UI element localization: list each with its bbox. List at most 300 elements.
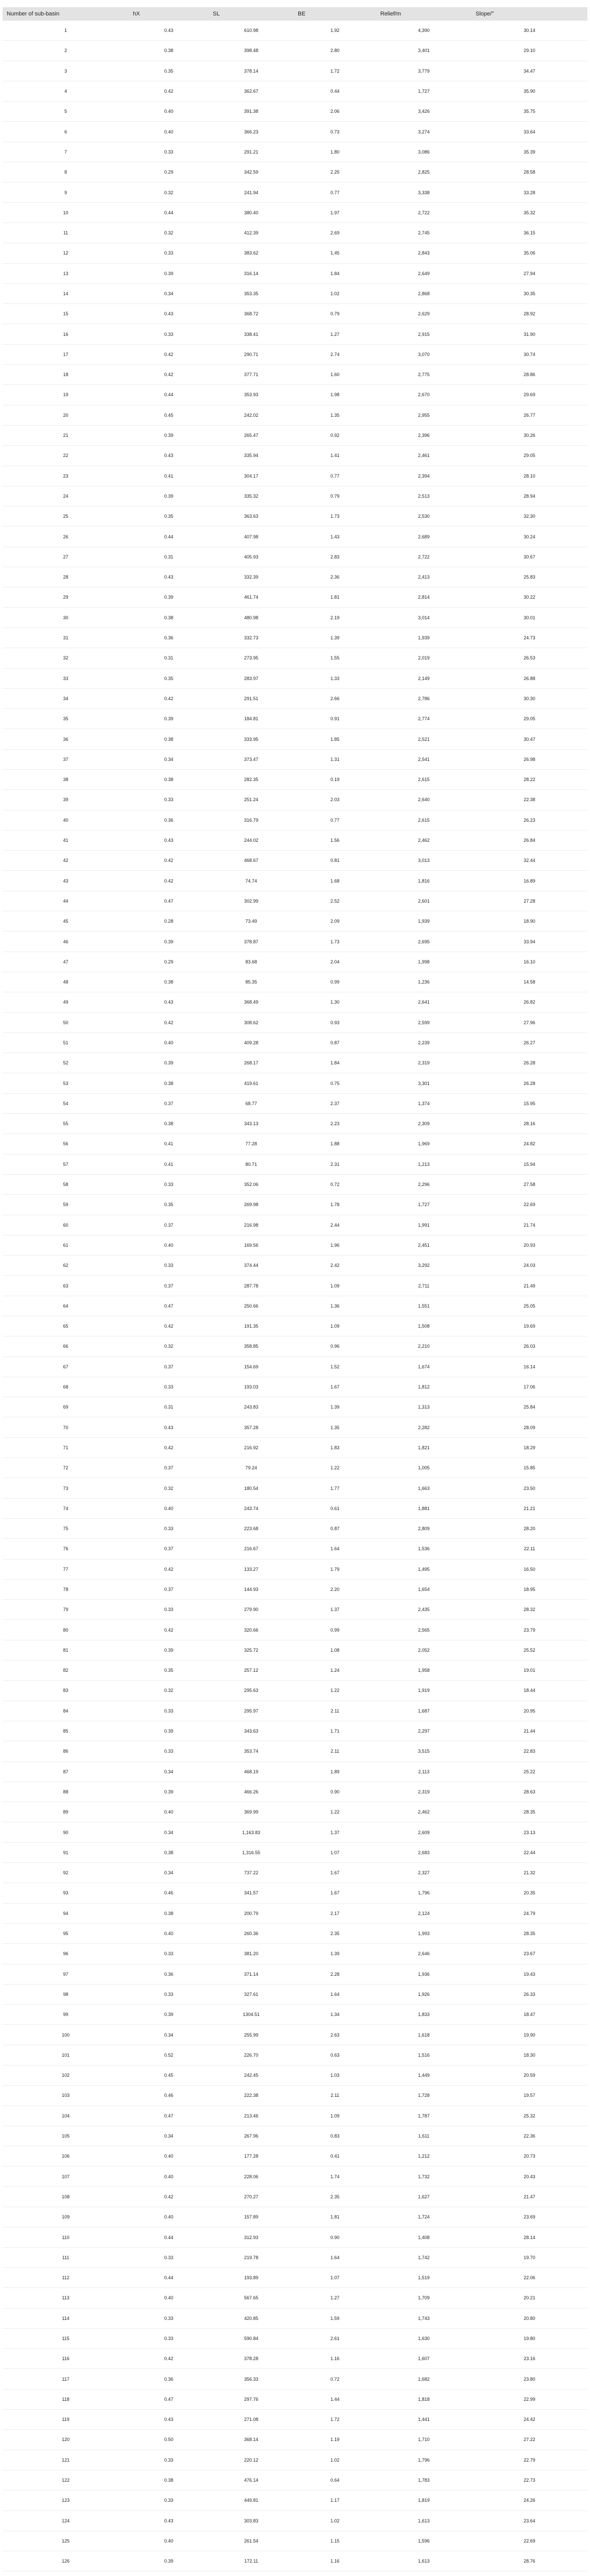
cell-relief: 2,609 xyxy=(376,1822,471,1842)
cell-relief: 1,654 xyxy=(376,1579,471,1599)
cell-slope: 30.67 xyxy=(471,547,587,567)
cell-slope: 18.30 xyxy=(471,2045,587,2065)
cell-sl xyxy=(209,2571,294,2576)
cell-sub-basin: 39 xyxy=(3,790,129,810)
cell-sl: 79.24 xyxy=(209,1458,294,1478)
cell-slope: 22.11 xyxy=(471,1539,587,1559)
cell-hx: 0.42 xyxy=(129,1012,209,1032)
cell-sub-basin: 100 xyxy=(3,2025,129,2045)
cell-sl: 74.74 xyxy=(209,871,294,891)
cell-hx: 0.40 xyxy=(129,1923,209,1943)
table-row xyxy=(3,830,587,850)
cell-hx: 0.38 xyxy=(129,1842,209,1862)
cell-sl: 449.81 xyxy=(209,2490,294,2511)
cell-hx: 0.33 xyxy=(129,1174,209,1194)
cell-relief: 1,508 xyxy=(376,1316,471,1336)
cell-sl: 251.24 xyxy=(209,790,294,810)
cell-sl: 343.63 xyxy=(209,1721,294,1741)
cell-relief: 2,695 xyxy=(376,931,471,952)
cell-sub-basin: 24 xyxy=(3,486,129,506)
cell-sub-basin: 23 xyxy=(3,466,129,486)
table-row xyxy=(3,2571,587,2576)
table-row xyxy=(3,1964,587,1984)
cell-sl: 332.73 xyxy=(209,628,294,648)
cell-sub-basin xyxy=(3,2571,129,2576)
cell-slope: 24.82 xyxy=(471,1134,587,1154)
cell-sl: 223.68 xyxy=(209,1518,294,1538)
cell-hx: 0.40 xyxy=(129,2288,209,2308)
cell-sub-basin: 48 xyxy=(3,972,129,992)
cell-slope: 36.15 xyxy=(471,223,587,243)
cell-hx: 0.42 xyxy=(129,365,209,385)
cell-be: 1.60 xyxy=(294,365,376,385)
cell-sub-basin: 34 xyxy=(3,688,129,708)
cell-sl: 273.95 xyxy=(209,648,294,668)
table-row xyxy=(3,992,587,1012)
cell-hx xyxy=(129,2571,209,2576)
table-row xyxy=(3,2531,587,2551)
cell-sl: 177.28 xyxy=(209,2146,294,2166)
cell-be: 2.83 xyxy=(294,547,376,567)
cell-slope: 25.05 xyxy=(471,1296,587,1316)
cell-sl: 1,316.55 xyxy=(209,1842,294,1862)
cell-hx: 0.34 xyxy=(129,2025,209,2045)
cell-be: 2.80 xyxy=(294,41,376,61)
table-row xyxy=(3,1498,587,1518)
cell-sub-basin: 59 xyxy=(3,1195,129,1215)
cell-slope: 27.96 xyxy=(471,1012,587,1032)
cell-sl: 291.51 xyxy=(209,688,294,708)
cell-slope: 23.13 xyxy=(471,1822,587,1842)
cell-be: 1.07 xyxy=(294,2267,376,2287)
cell-be: 0.72 xyxy=(294,2369,376,2389)
table-row xyxy=(3,1053,587,1073)
cell-hx: 0.40 xyxy=(129,1032,209,1053)
cell-sub-basin: 8 xyxy=(3,162,129,182)
cell-relief: 2,297 xyxy=(376,1721,471,1741)
table-row xyxy=(3,1863,587,1883)
cell-hx: 0.43 xyxy=(129,1417,209,1437)
cell-hx: 0.42 xyxy=(129,1316,209,1336)
cell-hx: 0.45 xyxy=(129,405,209,425)
cell-be: 0.91 xyxy=(294,709,376,729)
table-row xyxy=(3,1903,587,1923)
cell-relief: 2,745 xyxy=(376,223,471,243)
cell-sl: 368.49 xyxy=(209,992,294,1012)
cell-slope: 22.44 xyxy=(471,1842,587,1862)
cell-sl: 461.74 xyxy=(209,587,294,607)
cell-slope: 25.83 xyxy=(471,567,587,587)
cell-sl: 374.44 xyxy=(209,1256,294,1276)
cell-slope: 28.22 xyxy=(471,769,587,789)
cell-slope: 34.47 xyxy=(471,61,587,81)
cell-be: 1.33 xyxy=(294,668,376,688)
cell-hx: 0.35 xyxy=(129,61,209,81)
table-row xyxy=(3,2146,587,2166)
cell-sl: 353.35 xyxy=(209,283,294,303)
cell-slope: 27.94 xyxy=(471,263,587,283)
cell-sub-basin: 27 xyxy=(3,547,129,567)
cell-relief: 2,646 xyxy=(376,1944,471,1964)
cell-relief: 2,530 xyxy=(376,506,471,527)
cell-be: 0.83 xyxy=(294,2126,376,2146)
cell-be: 0.61 xyxy=(294,1498,376,1518)
cell-hx: 0.37 xyxy=(129,1276,209,1296)
table-row xyxy=(3,1701,587,1721)
cell-hx: 0.34 xyxy=(129,1761,209,1782)
cell-sub-basin: 78 xyxy=(3,1579,129,1599)
cell-relief: 1,408 xyxy=(376,2227,471,2247)
cell-sl: 419.61 xyxy=(209,1073,294,1093)
cell-hx: 0.34 xyxy=(129,2126,209,2146)
header-row xyxy=(3,7,587,21)
cell-hx: 0.39 xyxy=(129,2551,209,2571)
cell-slope: 26.98 xyxy=(471,749,587,769)
cell-sl: 358.85 xyxy=(209,1336,294,1357)
cell-slope: 35.06 xyxy=(471,243,587,263)
cell-be: 2.28 xyxy=(294,1964,376,1984)
cell-be: 1.43 xyxy=(294,527,376,547)
cell-relief: 1,833 xyxy=(376,2005,471,2025)
cell-slope: 19.01 xyxy=(471,1660,587,1681)
cell-sub-basin: 65 xyxy=(3,1316,129,1336)
cell-slope: 22.36 xyxy=(471,2126,587,2146)
cell-hx: 0.42 xyxy=(129,1559,209,1579)
cell-be: 1.64 xyxy=(294,2247,376,2267)
cell-be: 0.90 xyxy=(294,2227,376,2247)
cell-relief: 1,939 xyxy=(376,628,471,648)
cell-slope: 22.38 xyxy=(471,790,587,810)
table-row xyxy=(3,1842,587,1862)
table-row xyxy=(3,1417,587,1437)
cell-sub-basin: 68 xyxy=(3,1377,129,1397)
cell-hx: 0.43 xyxy=(129,2511,209,2531)
cell-hx: 0.40 xyxy=(129,1802,209,1822)
cell-sub-basin: 63 xyxy=(3,1276,129,1296)
cell-hx: 0.47 xyxy=(129,891,209,911)
cell-sub-basin: 10 xyxy=(3,202,129,223)
cell-sub-basin: 125 xyxy=(3,2531,129,2551)
table-row xyxy=(3,729,587,749)
cell-sl: 220.12 xyxy=(209,2450,294,2470)
cell-slope: 26.28 xyxy=(471,1073,587,1093)
cell-hx: 0.38 xyxy=(129,1073,209,1093)
cell-relief: 3,292 xyxy=(376,1256,471,1276)
table-row xyxy=(3,2166,587,2187)
cell-hx: 0.40 xyxy=(129,1498,209,1518)
cell-slope xyxy=(471,2571,587,2576)
cell-be: 1.24 xyxy=(294,1660,376,1681)
table-row xyxy=(3,81,587,101)
cell-relief: 2,955 xyxy=(376,405,471,425)
cell-slope: 15.95 xyxy=(471,1093,587,1113)
cell-sub-basin: 121 xyxy=(3,2450,129,2470)
cell-be: 2.04 xyxy=(294,952,376,972)
cell-relief: 2,327 xyxy=(376,1863,471,1883)
cell-sub-basin: 31 xyxy=(3,628,129,648)
cell-relief: 1,687 xyxy=(376,1701,471,1721)
cell-hx: 0.38 xyxy=(129,729,209,749)
cell-relief: 2,683 xyxy=(376,1842,471,1862)
cell-sub-basin: 82 xyxy=(3,1660,129,1681)
cell-be: 0.75 xyxy=(294,1073,376,1093)
cell-relief: 1,213 xyxy=(376,1154,471,1174)
cell-sl: 244.02 xyxy=(209,830,294,850)
table-row xyxy=(3,1032,587,1053)
cell-be: 0.63 xyxy=(294,2045,376,2065)
cell-hx: 0.35 xyxy=(129,1195,209,1215)
cell-slope: 14.58 xyxy=(471,972,587,992)
cell-sub-basin: 53 xyxy=(3,1073,129,1093)
table-row xyxy=(3,769,587,789)
cell-relief: 1,936 xyxy=(376,1964,471,1984)
cell-relief: 3,515 xyxy=(376,1741,471,1761)
cell-sub-basin: 54 xyxy=(3,1093,129,1113)
cell-sub-basin: 83 xyxy=(3,1681,129,1701)
cell-slope: 18.47 xyxy=(471,2005,587,2025)
cell-relief: 2,775 xyxy=(376,365,471,385)
table-row xyxy=(3,2065,587,2085)
cell-slope: 27.22 xyxy=(471,2430,587,2450)
table-row xyxy=(3,1923,587,1943)
cell-sl: 412.39 xyxy=(209,223,294,243)
cell-sl: 357.28 xyxy=(209,1417,294,1437)
cell-sl: 222.38 xyxy=(209,2086,294,2106)
cell-be xyxy=(294,2571,376,2576)
cell-hx: 0.37 xyxy=(129,1458,209,1478)
cell-be: 2.09 xyxy=(294,911,376,931)
cell-sl: 378.28 xyxy=(209,2349,294,2369)
table-row xyxy=(3,1154,587,1174)
cell-slope: 22.69 xyxy=(471,1195,587,1215)
cell-sub-basin: 98 xyxy=(3,1984,129,2004)
cell-sl: 377.71 xyxy=(209,365,294,385)
table-row xyxy=(3,2470,587,2490)
cell-be: 2.11 xyxy=(294,2086,376,2106)
cell-hx: 0.33 xyxy=(129,1701,209,1721)
cell-relief: 1,818 xyxy=(376,2389,471,2409)
cell-hx: 0.35 xyxy=(129,668,209,688)
cell-relief: 1,728 xyxy=(376,2086,471,2106)
cell-hx: 0.47 xyxy=(129,1296,209,1316)
cell-slope: 30.47 xyxy=(471,729,587,749)
cell-hx: 0.42 xyxy=(129,688,209,708)
cell-sl: 468.67 xyxy=(209,851,294,871)
cell-sl: 476.14 xyxy=(209,2470,294,2490)
cell-hx: 0.39 xyxy=(129,931,209,952)
cell-hx: 0.43 xyxy=(129,446,209,466)
cell-slope: 28.58 xyxy=(471,162,587,182)
cell-be: 1.41 xyxy=(294,446,376,466)
cell-be: 0.72 xyxy=(294,1174,376,1194)
table-row xyxy=(3,911,587,931)
table-row xyxy=(3,527,587,547)
cell-relief: 1,449 xyxy=(376,2065,471,2085)
cell-sl: 133.27 xyxy=(209,1559,294,1579)
cell-hx: 0.40 xyxy=(129,101,209,122)
cell-be: 1.92 xyxy=(294,21,376,41)
cell-sub-basin: 44 xyxy=(3,891,129,911)
cell-relief: 2,601 xyxy=(376,891,471,911)
cell-sl: 338.41 xyxy=(209,324,294,344)
cell-relief: 1,519 xyxy=(376,2267,471,2287)
cell-be: 1.74 xyxy=(294,2166,376,2187)
cell-be: 0.81 xyxy=(294,851,376,871)
cell-relief: 2,113 xyxy=(376,1761,471,1782)
cell-relief: 2,689 xyxy=(376,527,471,547)
table-row xyxy=(3,1681,587,1701)
cell-hx: 0.50 xyxy=(129,2430,209,2450)
header-slope: Slope/° xyxy=(471,7,587,21)
cell-sl: 363.63 xyxy=(209,506,294,527)
table-row xyxy=(3,122,587,142)
cell-hx: 0.33 xyxy=(129,2450,209,2470)
cell-relief: 1,926 xyxy=(376,1984,471,2004)
cell-hx: 0.34 xyxy=(129,749,209,769)
cell-sub-basin: 123 xyxy=(3,2490,129,2511)
cell-be: 1.64 xyxy=(294,1539,376,1559)
cell-slope: 30.30 xyxy=(471,688,587,708)
cell-slope: 23.67 xyxy=(471,1944,587,1964)
cell-be: 1.96 xyxy=(294,1235,376,1255)
cell-sub-basin: 18 xyxy=(3,365,129,385)
cell-relief: 1,743 xyxy=(376,2308,471,2328)
cell-slope: 24.26 xyxy=(471,2490,587,2511)
cell-be: 1.03 xyxy=(294,2065,376,2085)
cell-sl: 295.63 xyxy=(209,1681,294,1701)
table-row xyxy=(3,1276,587,1296)
cell-be: 1.81 xyxy=(294,2207,376,2227)
cell-hx: 0.38 xyxy=(129,972,209,992)
cell-relief: 2,462 xyxy=(376,1802,471,1822)
cell-sub-basin: 77 xyxy=(3,1559,129,1579)
table-row xyxy=(3,162,587,182)
cell-relief: 4,390 xyxy=(376,21,471,41)
cell-hx: 0.33 xyxy=(129,1600,209,1620)
cell-slope: 28.20 xyxy=(471,1518,587,1538)
cell-hx: 0.28 xyxy=(129,911,209,931)
cell-slope: 24.03 xyxy=(471,1256,587,1276)
cell-relief: 2,565 xyxy=(376,1620,471,1640)
cell-hx: 0.37 xyxy=(129,1093,209,1113)
cell-sl: 77.28 xyxy=(209,1134,294,1154)
cell-slope: 25.22 xyxy=(471,1761,587,1782)
cell-relief: 2,462 xyxy=(376,830,471,850)
table-row xyxy=(3,668,587,688)
cell-be: 1.08 xyxy=(294,1640,376,1660)
cell-slope: 28.92 xyxy=(471,304,587,324)
cell-sl: 297.76 xyxy=(209,2389,294,2409)
cell-hx: 0.42 xyxy=(129,2349,209,2369)
cell-hx: 0.38 xyxy=(129,769,209,789)
cell-sub-basin: 109 xyxy=(3,2207,129,2227)
cell-sl: 154.69 xyxy=(209,1357,294,1377)
table-row xyxy=(3,2490,587,2511)
cell-slope: 21.32 xyxy=(471,1863,587,1883)
cell-slope: 21.44 xyxy=(471,1721,587,1741)
cell-hx: 0.39 xyxy=(129,1782,209,1802)
cell-slope: 28.10 xyxy=(471,466,587,486)
cell-sub-basin: 103 xyxy=(3,2086,129,2106)
cell-hx: 0.33 xyxy=(129,2308,209,2328)
cell-be: 1.73 xyxy=(294,931,376,952)
table-row xyxy=(3,587,587,607)
cell-slope: 28.76 xyxy=(471,2551,587,2571)
cell-sub-basin: 74 xyxy=(3,1498,129,1518)
cell-relief: 3,338 xyxy=(376,182,471,202)
cell-relief: 1,551 xyxy=(376,1296,471,1316)
cell-sl: 85.35 xyxy=(209,972,294,992)
cell-hx: 0.39 xyxy=(129,587,209,607)
cell-relief: 2,296 xyxy=(376,1174,471,1194)
cell-sl: 304.17 xyxy=(209,466,294,486)
cell-relief: 2,786 xyxy=(376,688,471,708)
cell-slope: 26.88 xyxy=(471,668,587,688)
cell-relief: 1,611 xyxy=(376,2126,471,2146)
cell-slope: 23.69 xyxy=(471,2207,587,2227)
cell-sl: 184.81 xyxy=(209,709,294,729)
cell-sl: 378.87 xyxy=(209,931,294,952)
cell-slope: 21.74 xyxy=(471,1215,587,1235)
cell-relief: 1,663 xyxy=(376,1478,471,1498)
cell-sub-basin: 112 xyxy=(3,2267,129,2287)
cell-be: 1.09 xyxy=(294,1316,376,1336)
table-row xyxy=(3,263,587,283)
cell-relief: 2,722 xyxy=(376,547,471,567)
cell-be: 1.79 xyxy=(294,1559,376,1579)
cell-slope: 26.82 xyxy=(471,992,587,1012)
cell-sl: 287.78 xyxy=(209,1276,294,1296)
cell-be: 2.11 xyxy=(294,1701,376,1721)
cell-relief: 2,521 xyxy=(376,729,471,749)
cell-slope: 15.94 xyxy=(471,1154,587,1174)
cell-relief: 2,451 xyxy=(376,1235,471,1255)
cell-slope: 25.32 xyxy=(471,2106,587,2126)
cell-relief: 2,413 xyxy=(376,567,471,587)
cell-be: 1.22 xyxy=(294,1681,376,1701)
table-row xyxy=(3,1195,587,1215)
cell-sub-basin: 2 xyxy=(3,41,129,61)
header-be: BE xyxy=(294,7,376,21)
cell-sub-basin: 32 xyxy=(3,648,129,668)
table-row xyxy=(3,2227,587,2247)
cell-sub-basin: 29 xyxy=(3,587,129,607)
cell-be: 1.35 xyxy=(294,1417,376,1437)
cell-sl: 391.38 xyxy=(209,101,294,122)
cell-relief: 1,536 xyxy=(376,1539,471,1559)
cell-hx: 0.39 xyxy=(129,486,209,506)
cell-be: 1.35 xyxy=(294,405,376,425)
cell-sub-basin: 1 xyxy=(3,21,129,41)
cell-slope: 22.06 xyxy=(471,2267,587,2287)
table-row xyxy=(3,1944,587,1964)
cell-be: 2.61 xyxy=(294,2328,376,2348)
cell-relief: 3,014 xyxy=(376,607,471,628)
cell-sl: 180.54 xyxy=(209,1478,294,1498)
table-row xyxy=(3,1984,587,2004)
cell-sl: 200.79 xyxy=(209,1903,294,1923)
cell-sub-basin: 111 xyxy=(3,2247,129,2267)
cell-be: 0.77 xyxy=(294,466,376,486)
cell-relief: 2,541 xyxy=(376,749,471,769)
table-row xyxy=(3,648,587,668)
cell-slope: 18.44 xyxy=(471,1681,587,1701)
cell-sub-basin: 89 xyxy=(3,1802,129,1822)
table-row xyxy=(3,1660,587,1681)
cell-sl: 226.70 xyxy=(209,2045,294,2065)
table-row xyxy=(3,41,587,61)
cell-slope: 18.95 xyxy=(471,1579,587,1599)
